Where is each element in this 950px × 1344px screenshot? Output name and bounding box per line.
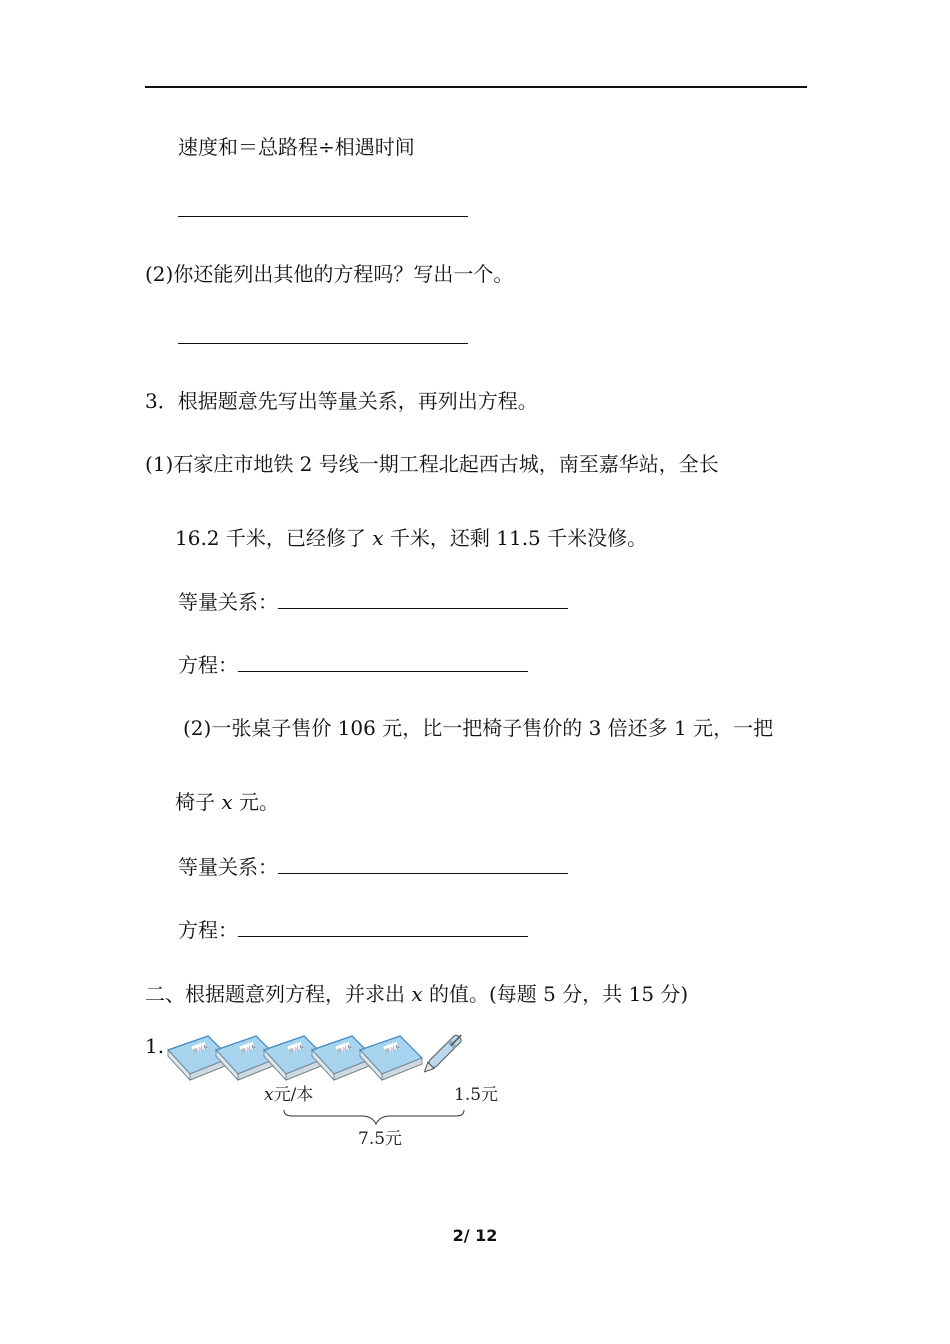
question-3-title: 3．根据题意先写出等量关系，再列出方程。 bbox=[145, 389, 538, 413]
total-price-label: 7.5元 bbox=[358, 1129, 403, 1149]
variable-x: x bbox=[411, 982, 423, 1006]
total-brace bbox=[284, 1110, 464, 1124]
price-per-book-label: x元/本 bbox=[264, 1085, 314, 1105]
question-3-1-line2: 16.2 千米，已经修了 x 千米，还剩 11.5 千米没修。 bbox=[175, 526, 648, 550]
notebooks-and-pen-figure bbox=[160, 1028, 520, 1153]
question-3-2-line2: 椅子 x 元。 bbox=[175, 790, 279, 814]
answer-blank-2 bbox=[178, 325, 468, 349]
equation-row-1: 方程： bbox=[178, 653, 528, 677]
item-1-number: 1. bbox=[145, 1034, 165, 1058]
equal-relation-row-2: 等量关系： bbox=[178, 855, 568, 879]
equal-relation-row-1: 等量关系： bbox=[178, 590, 568, 614]
question-3-1-line1: (1)石家庄市地铁 2 号线一期工程北起西古城，南至嘉华站，全长 bbox=[145, 452, 719, 476]
section-2-heading: 二、根据题意列方程，并求出 x 的值。(每题 5 分，共 15 分) bbox=[145, 982, 689, 1006]
notebook-icon bbox=[360, 1036, 422, 1080]
pen-icon bbox=[421, 1032, 464, 1075]
equation-row-2: 方程： bbox=[178, 918, 528, 942]
pen-price-label: 1.5元 bbox=[454, 1085, 499, 1105]
question-2-other-equation: (2)你还能列出其他的方程吗？写出一个。 bbox=[145, 262, 514, 286]
question-3-2-line1: (2)一张桌子售价 106 元，比一把椅子售价的 3 倍还多 1 元，一把 bbox=[183, 716, 774, 740]
answer-blank-1 bbox=[178, 198, 468, 222]
variable-x: x bbox=[372, 526, 384, 550]
speed-sum-formula: 速度和＝总路程÷相遇时间 bbox=[178, 135, 415, 159]
variable-x: x bbox=[221, 790, 233, 814]
page-number: 2/ 12 bbox=[452, 1226, 498, 1245]
top-rule bbox=[145, 86, 807, 88]
